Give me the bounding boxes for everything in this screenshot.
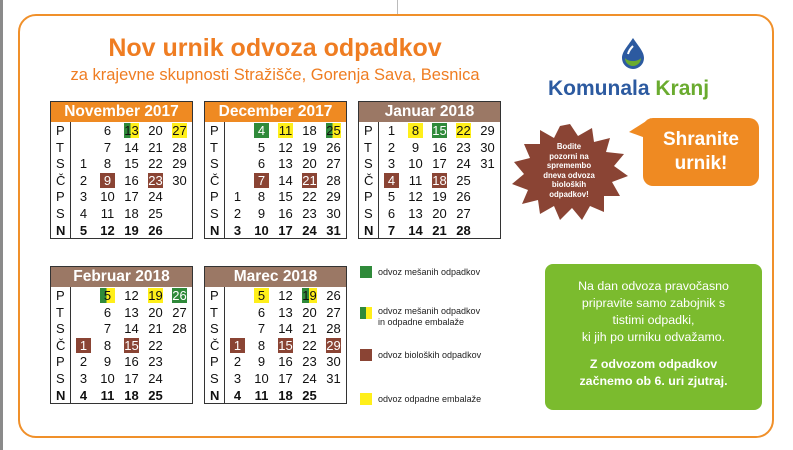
calendar-day: 5	[387, 189, 396, 205]
calendar-day: 29	[326, 337, 341, 353]
calendar-day: 10	[254, 222, 269, 238]
calendar-day: 14	[124, 321, 139, 337]
calendar-day: 20	[302, 304, 317, 320]
calendar-day: 10	[100, 371, 115, 386]
calendar-day: 10	[408, 156, 423, 172]
calendar-day: 19	[124, 222, 139, 238]
calendar-day: 13	[278, 156, 293, 172]
calendar-day: 21	[432, 222, 447, 238]
notice-line: bioloških	[551, 180, 587, 190]
calendar-day: 25	[326, 123, 341, 138]
calendar-day: 4	[233, 387, 242, 403]
calendar-day: 13	[124, 123, 139, 138]
calendar-week-row	[205, 387, 346, 404]
calendar-week-row	[205, 353, 346, 370]
calendar-day: 14	[278, 321, 293, 337]
calendar-day: 7	[387, 222, 396, 238]
legend-label-bio: odvoz bioloških odpadkov	[378, 350, 482, 360]
calendar-day: 9	[257, 206, 266, 221]
calendar-day: 29	[172, 156, 187, 172]
info-paragraph-1	[545, 278, 762, 346]
calendar-day: 17	[278, 371, 293, 386]
calendar-day: 8	[257, 337, 266, 353]
day-name: N	[364, 222, 374, 238]
calendar-day: 12	[100, 222, 115, 238]
calendar-week-row	[205, 222, 346, 239]
calendar-day: 30	[172, 172, 187, 188]
calendar-month-title: November 2017	[51, 102, 192, 122]
calendar-day: 25	[302, 387, 317, 403]
brand-logo	[548, 77, 709, 101]
calendar-week-row	[359, 205, 500, 222]
day-name: P	[364, 123, 373, 138]
calendar-day: 5	[100, 288, 115, 303]
day-name: S	[56, 156, 65, 172]
calendar-week-row	[359, 122, 500, 139]
calendar-day: 23	[302, 206, 317, 221]
calendar-day: 29	[480, 123, 495, 138]
calendar-day: 6	[257, 156, 266, 172]
callout-line2: urnik!	[674, 153, 728, 174]
calendar-day: 31	[326, 222, 341, 238]
calendar-day: 6	[387, 206, 396, 221]
calendar-day: 2	[79, 172, 88, 188]
calendar-day: 6	[257, 304, 266, 320]
calendar-week-row	[51, 172, 192, 189]
day-name: T	[210, 139, 218, 155]
day-name: P	[210, 288, 219, 303]
calendar-day: 1	[233, 189, 242, 205]
calendar-day: 16	[124, 172, 139, 188]
calendar-week-row	[205, 188, 346, 205]
calendar-day: 17	[278, 222, 293, 238]
notice-line: Bodite	[556, 142, 582, 151]
calendar-day: 28	[326, 172, 341, 188]
legend-label-mixed: odvoz mešanih odpadkov	[378, 267, 481, 277]
calendar-day: 9	[411, 139, 420, 155]
calendar-month-title: Februar 2018	[51, 267, 192, 287]
calendar-day: 3	[79, 189, 88, 205]
day-name: S	[56, 206, 65, 221]
calendar-month	[50, 101, 193, 239]
info-box	[545, 264, 762, 410]
calendar-day: 26	[326, 139, 341, 155]
calendar-day: 12	[124, 288, 139, 303]
calendar-day: 5	[254, 288, 269, 303]
calendar-day: 23	[148, 172, 163, 188]
calendar-day: 28	[172, 139, 187, 155]
calendar-day: 27	[172, 123, 187, 138]
calendar-day: 23	[148, 354, 163, 370]
calendar-week-row	[359, 155, 500, 172]
calendar-day: 4	[384, 173, 399, 188]
day-name: P	[210, 123, 219, 138]
calendar-day: 26	[326, 288, 341, 303]
day-name: T	[56, 139, 64, 155]
calendar-week-row	[51, 353, 192, 370]
info-line: začnemo ob 6. uri zjutraj.	[579, 374, 728, 388]
calendar-day: 25	[148, 387, 163, 403]
calendar-day: 4	[254, 123, 269, 138]
calendar-day: 21	[148, 139, 163, 155]
calendar-day: 10	[254, 371, 269, 386]
info-line: Na dan odvoza pravočasno	[578, 279, 729, 293]
day-name: T	[56, 304, 64, 320]
calendar-day: 13	[408, 206, 423, 221]
calendar-day: 2	[387, 139, 396, 155]
calendar-day: 20	[148, 304, 163, 320]
info-line: tistimi odpadki,	[612, 313, 695, 327]
calendar-day: 16	[124, 354, 139, 370]
calendar-day: 18	[432, 172, 447, 188]
day-name: T	[364, 139, 372, 155]
page-edge	[0, 0, 3, 450]
calendar-day: 6	[103, 304, 112, 320]
calendar-day: 2	[233, 206, 242, 221]
calendar-day: 26	[148, 222, 163, 238]
day-name: S	[364, 206, 373, 221]
calendar-week-row	[205, 172, 346, 189]
calendar-week-row	[205, 287, 346, 304]
calendar-day: 1	[79, 156, 88, 172]
calendar-day: 5	[257, 139, 266, 155]
calendar-day: 24	[302, 222, 317, 238]
calendar-day: 28	[456, 222, 471, 238]
calendar-day: 27	[456, 206, 471, 221]
calendar-day: 20	[148, 123, 163, 138]
day-name: Č	[210, 337, 220, 353]
calendar-day: 3	[233, 222, 242, 238]
calendar-week-row	[51, 387, 192, 404]
calendar-day: 11	[100, 387, 115, 403]
day-name: Č	[56, 337, 66, 353]
calendar-day: 22	[148, 156, 163, 172]
notice-line: dneva odvoza	[543, 170, 595, 180]
calendar-day: 19	[302, 288, 317, 303]
calendar-month	[204, 101, 347, 239]
calendar-day: 18	[278, 387, 293, 403]
day-name: P	[210, 189, 219, 205]
calendar-day: 11	[408, 172, 423, 188]
calendar-day: 8	[103, 337, 112, 353]
calendar-week-row	[359, 188, 500, 205]
calendar-day: 17	[124, 189, 139, 205]
legend-swatch-mixed	[360, 266, 372, 278]
calendar-day: 10	[100, 189, 115, 205]
calendar-week-row	[51, 205, 192, 222]
page-subtitle: za krajevne skupnosti Stražišče, Gorenja Sava, Besnica	[70, 66, 480, 84]
calendar-day: 3	[79, 371, 88, 386]
calendar-week-row	[205, 139, 346, 156]
calendar-day: 21	[302, 321, 317, 337]
info-line: ki jih po urniku odvažamo.	[581, 330, 726, 344]
calendar-day: 8	[408, 123, 423, 138]
brand-name-part1: Komunala	[548, 77, 650, 100]
calendar-day: 3	[387, 156, 396, 172]
day-name: N	[56, 387, 66, 403]
day-name: S	[210, 206, 219, 221]
calendar-month	[204, 266, 347, 404]
calendar-week-row	[205, 122, 346, 139]
calendar-day: 14	[124, 139, 139, 155]
legend-label-mixed-packaging	[378, 306, 480, 328]
legend-label-line2: in odpadne embalaže	[378, 317, 465, 327]
day-name: P	[56, 288, 65, 303]
calendar-week-row	[51, 188, 192, 205]
info-line: pripravite samo zabojnik s	[581, 296, 726, 310]
day-name: S	[210, 371, 219, 386]
calendar-day: 2	[233, 354, 242, 370]
calendar-month-title: December 2017	[205, 102, 346, 122]
notice-line: odpadkov!	[549, 189, 589, 199]
calendar-day: 12	[278, 288, 293, 303]
calendar-week-row	[51, 139, 192, 156]
calendar-day: 24	[456, 156, 471, 172]
fold-mark	[397, 0, 398, 14]
calendar-day: 23	[302, 354, 317, 370]
calendar-day: 18	[124, 206, 139, 221]
calendar-week-row	[205, 205, 346, 222]
calendar-day: 15	[432, 123, 447, 138]
calendar-day: 21	[148, 321, 163, 337]
calendar-day: 21	[302, 172, 317, 188]
calendar-day: 13	[124, 304, 139, 320]
calendar-day: 19	[432, 189, 447, 205]
calendar-day: 1	[387, 123, 396, 138]
info-line: Z odvozom odpadkov	[589, 357, 718, 371]
day-name: P	[56, 189, 65, 205]
calendar-day: 19	[148, 288, 163, 303]
calendar-day: 11	[278, 123, 293, 138]
calendar-day: 25	[456, 172, 471, 188]
calendar-month	[358, 101, 501, 239]
calendar-day: 22	[302, 189, 317, 205]
brand-name-part2: Kranj	[655, 77, 710, 100]
calendar-day: 26	[172, 288, 187, 303]
day-name: P	[364, 189, 373, 205]
calendar-day: 1	[230, 338, 245, 353]
calendar-day: 26	[456, 189, 471, 205]
legend-label-packaging: odvoz odpadne embalaže	[378, 394, 482, 404]
calendar-day: 24	[148, 189, 163, 205]
calendar-day: 15	[278, 189, 293, 205]
calendar-day: 9	[257, 354, 266, 370]
calendar-day: 20	[302, 156, 317, 172]
calendar-week-row	[205, 337, 346, 354]
calendar-day: 20	[432, 206, 447, 221]
calendar-day: 17	[432, 156, 447, 172]
legend-swatch-packaging	[360, 393, 372, 405]
calendar-day: 27	[326, 304, 341, 320]
calendar-day: 12	[408, 189, 423, 205]
calendar-week-row	[359, 139, 500, 156]
calendar-week-row	[51, 122, 192, 139]
calendar-week-row	[51, 320, 192, 337]
calendar-day: 7	[257, 321, 266, 337]
calendar-day: 9	[100, 173, 115, 188]
calendar-day: 18	[124, 387, 139, 403]
calendar-day: 28	[172, 321, 187, 337]
calendar-day: 15	[124, 156, 139, 172]
page-title: Nov urnik odvoza odpadkov	[108, 34, 442, 62]
legend-swatch-bio	[360, 349, 372, 361]
info-paragraph-2	[545, 356, 762, 390]
calendar-day: 8	[103, 156, 112, 172]
calendar-day: 29	[326, 189, 341, 205]
calendar-day: 31	[480, 156, 495, 172]
calendar-day: 15	[124, 337, 139, 353]
calendar-week-row	[205, 320, 346, 337]
legend-swatch-mixed-packaging	[360, 307, 372, 319]
calendar-day: 19	[302, 139, 317, 155]
calendar-day: 11	[100, 206, 115, 221]
calendar-day: 2	[79, 354, 88, 370]
calendar-day: 16	[432, 139, 447, 155]
calendar-day: 7	[254, 173, 269, 188]
calendar-day: 15	[278, 337, 293, 353]
day-name: P	[56, 123, 65, 138]
calendar-day: 7	[103, 139, 112, 155]
day-name: Č	[56, 172, 66, 188]
calendar-day: 4	[79, 206, 88, 221]
calendar-day: 23	[456, 139, 471, 155]
calendar-day: 22	[148, 337, 163, 353]
legend-label-line1: odvoz mešanih odpadkov	[378, 306, 481, 316]
calendar-month-title: Januar 2018	[359, 102, 500, 122]
day-name: S	[210, 156, 219, 172]
calendar-day: 16	[278, 206, 293, 221]
calendar-week-row	[51, 155, 192, 172]
day-name: N	[56, 222, 66, 238]
calendar-week-row	[205, 370, 346, 387]
water-drop-logo-icon	[616, 36, 650, 70]
day-name: S	[210, 321, 219, 337]
calendar-day: 14	[408, 222, 423, 238]
calendar-day: 1	[76, 338, 91, 353]
day-name: S	[364, 156, 373, 172]
day-name: N	[210, 387, 220, 403]
calendar-week-row	[205, 304, 346, 321]
calendar-day: 25	[148, 206, 163, 221]
calendar-day: 16	[278, 354, 293, 370]
calendar-day: 12	[278, 139, 293, 155]
calendar-week-row	[51, 337, 192, 354]
day-name: N	[210, 222, 220, 238]
calendar-day: 30	[326, 206, 341, 221]
calendar-day: 14	[278, 172, 293, 188]
calendar-day: 30	[326, 354, 341, 370]
calendar-day: 18	[302, 123, 317, 138]
notice-text	[536, 142, 602, 200]
calendar-day: 6	[103, 123, 112, 138]
day-name: Č	[364, 172, 374, 188]
calendar-day: 22	[302, 337, 317, 353]
day-name: S	[56, 321, 65, 337]
calendar-week-row	[359, 172, 500, 189]
calendar-day: 30	[480, 139, 495, 155]
day-name: P	[56, 354, 65, 370]
notice-line: spremembo	[546, 161, 592, 171]
calendar-week-row	[51, 304, 192, 321]
calendar-day: 22	[456, 123, 471, 138]
calendar-week-row	[51, 287, 192, 304]
calendar-month-title: Marec 2018	[205, 267, 346, 287]
calendar-day: 27	[326, 156, 341, 172]
notice-line: pozorni na	[549, 151, 589, 161]
calendar-month	[50, 266, 193, 404]
calendar-day: 13	[278, 304, 293, 320]
calendar-day: 4	[79, 387, 88, 403]
calendar-day: 9	[103, 354, 112, 370]
calendar-day: 11	[254, 387, 269, 403]
calendar-day: 3	[233, 371, 242, 386]
calendar-day: 24	[302, 371, 317, 386]
calendar-day: 8	[257, 189, 266, 205]
calendar-week-row	[51, 222, 192, 239]
day-name: S	[56, 371, 65, 386]
save-schedule-callout	[643, 118, 759, 186]
calendar-day: 31	[326, 371, 341, 386]
calendar-week-row	[359, 222, 500, 239]
calendar-week-row	[51, 370, 192, 387]
day-name: T	[210, 304, 218, 320]
calendar-day: 24	[148, 371, 163, 386]
calendar-day: 28	[326, 321, 341, 337]
calendar-day: 7	[103, 321, 112, 337]
calendar-day: 27	[172, 304, 187, 320]
calendar-day: 17	[124, 371, 139, 386]
calendar-day: 5	[79, 222, 88, 238]
day-name: P	[210, 354, 219, 370]
callout-line1: Shranite	[662, 129, 740, 150]
calendar-week-row	[205, 155, 346, 172]
day-name: Č	[210, 172, 220, 188]
